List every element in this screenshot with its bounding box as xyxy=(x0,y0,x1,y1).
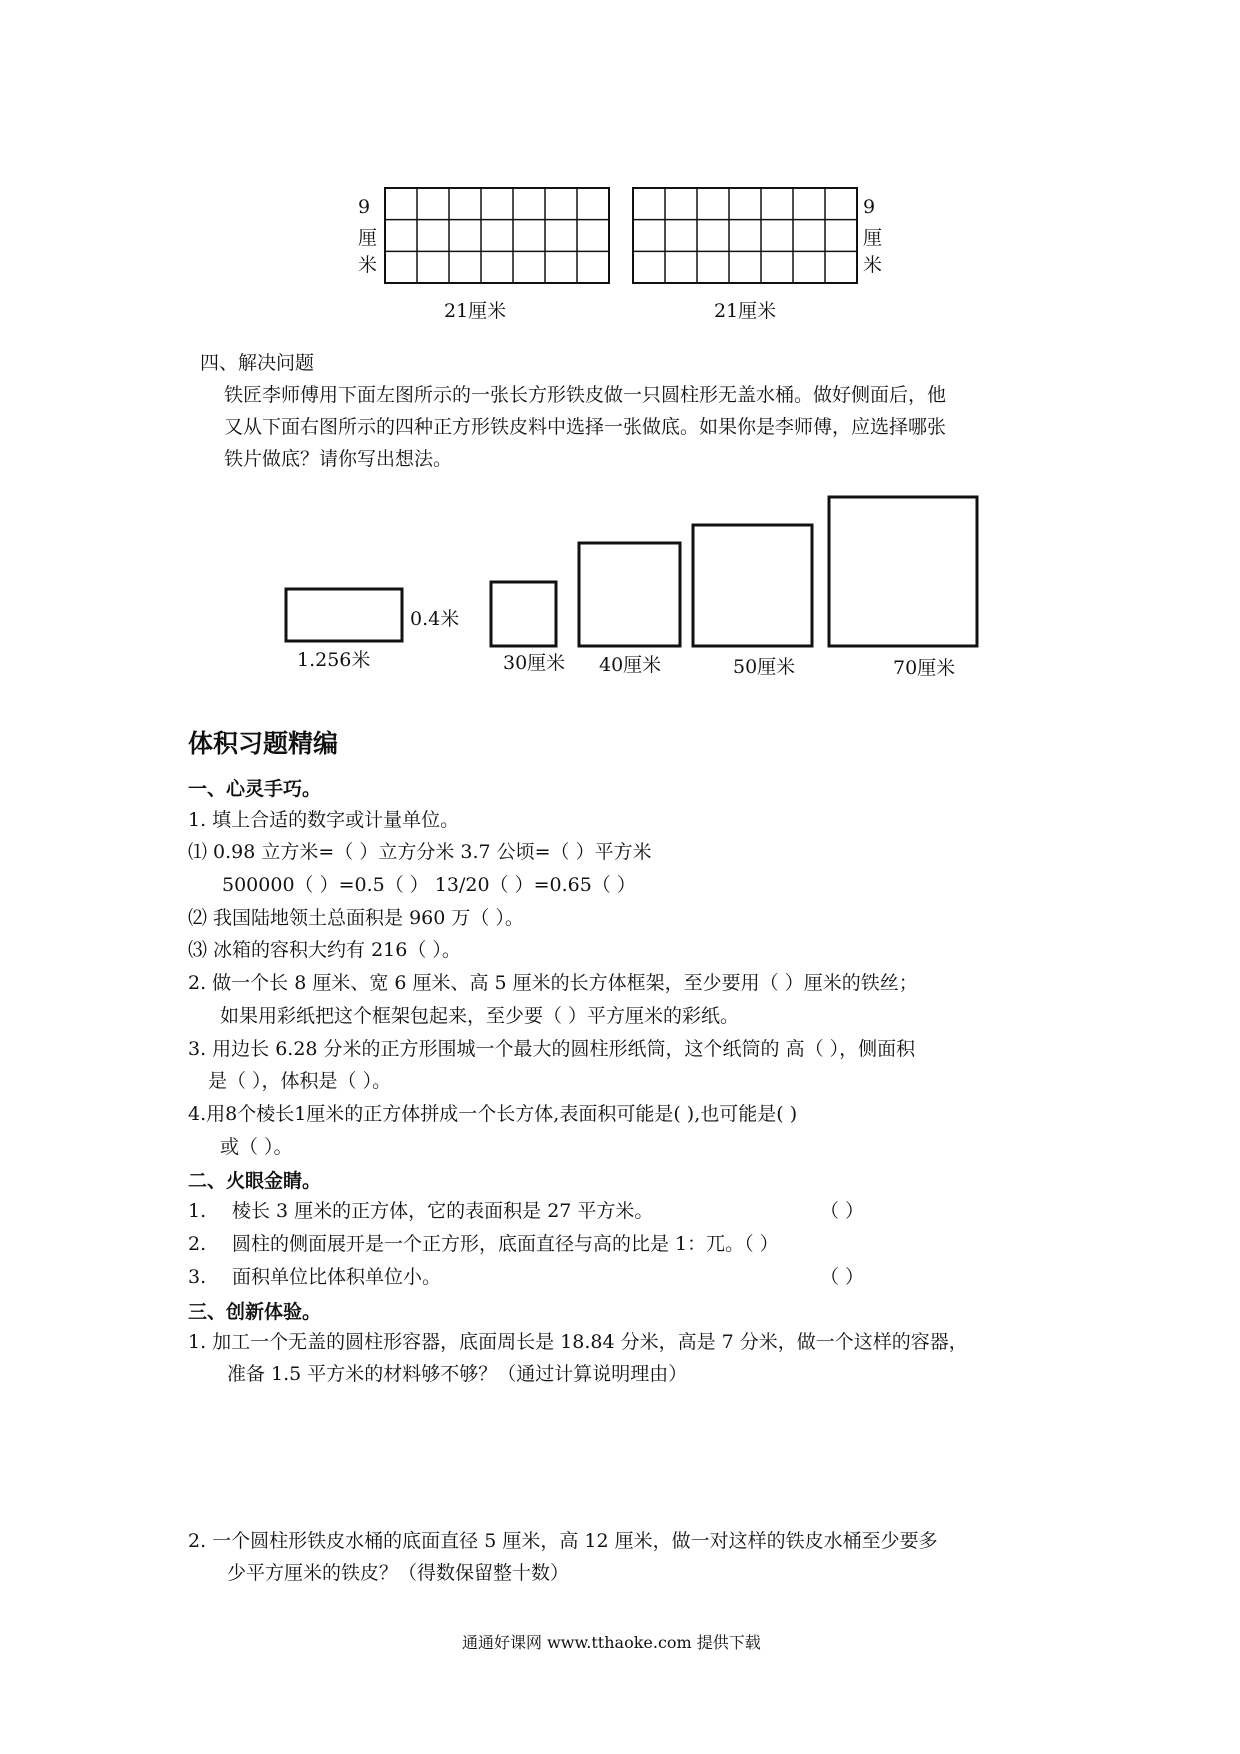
left-height-char-1: 9 xyxy=(358,196,371,218)
part3-q1b: 准备 1.5 平方米的材料够不够？（通过计算说明理由） xyxy=(227,1363,688,1385)
right-height-char-2: 厘 xyxy=(863,227,883,249)
part3-q2b: 少平方厘米的铁皮？（得数保留整十数） xyxy=(227,1562,570,1584)
square-40-label: 40厘米 xyxy=(599,654,662,676)
part1-q1-1a: ⑴ 0.98 立方米=（ ）立方分米 3.7 公顷=（ ）平方米 xyxy=(188,841,652,863)
part1-q1: 1. 填上合适的数字或计量单位。 xyxy=(188,809,460,831)
part1-heading: 一、心灵手巧。 xyxy=(188,778,322,800)
part1-q4a: 4.用8个棱长1厘米的正方体拼成一个长方体,表面积可能是( ),也可能是( ) xyxy=(188,1103,798,1125)
square-70 xyxy=(829,497,977,646)
part1-q4b: 或（ ）。 xyxy=(220,1136,293,1158)
grid-border xyxy=(633,188,857,283)
right-height-char-3: 米 xyxy=(863,254,883,276)
left-grid xyxy=(385,188,609,283)
page-title: 体积习题精编 xyxy=(188,729,339,758)
part2-item-3-paren: （ ） xyxy=(820,1266,865,1288)
section4-line-2: 又从下面右图所示的四种正方形铁皮料中选择一张做底。如果你是李师傅，应选择哪张 xyxy=(224,416,947,438)
part2-item-1-paren: （ ） xyxy=(820,1200,865,1222)
part1-q2a: 2. 做一个长 8 厘米、宽 6 厘米、高 5 厘米的长方体框架，至少要用（ ）厘米的铁丝； xyxy=(188,972,918,994)
part2-item-1-text: 棱长 3 厘米的正方体，它的表面积是 27 平方米。 xyxy=(232,1200,654,1222)
left-width-label: 21厘米 xyxy=(444,300,507,322)
section4-line-3: 铁片做底？请你写出想法。 xyxy=(224,448,453,470)
rect-height-label: 0.4米 xyxy=(410,608,460,630)
right-height-char-1: 9 xyxy=(863,196,876,218)
left-height-char-2: 厘 xyxy=(358,227,378,249)
sheet-rectangle xyxy=(286,589,402,641)
part2-item-1-num: 1. xyxy=(188,1200,207,1222)
part3-q2a: 2. 一个圆柱形铁皮水桶的底面直径 5 厘米，高 12 厘米，做一对这样的铁皮水桶至少要多 xyxy=(188,1530,938,1552)
square-30 xyxy=(491,582,556,646)
left-height-char-3: 米 xyxy=(358,254,378,276)
part1-q1-3: ⑶ 冰箱的容积大约有 216（ ）。 xyxy=(188,939,461,961)
part1-q3a: 3. 用边长 6.28 分米的正方形围城一个最大的圆柱形纸筒，这个纸筒的 高（ ），侧面积 xyxy=(188,1038,916,1060)
grid-border xyxy=(385,188,609,283)
square-70-label: 70厘米 xyxy=(893,657,956,679)
part2-item-2-text: 圆柱的侧面展开是一个正方形，底面直径与高的比是 1：兀。（ ） xyxy=(232,1233,779,1255)
part2-item-2-num: 2. xyxy=(188,1233,207,1255)
right-width-label: 21厘米 xyxy=(714,300,777,322)
right-grid xyxy=(633,188,857,283)
part2-item-3-text: 面积单位比体积单位小。 xyxy=(232,1266,442,1288)
part2-item-3-num: 3. xyxy=(188,1266,207,1288)
section4-line-1: 铁匠李师傅用下面左图所示的一张长方形铁皮做一只圆柱形无盖水桶。做好侧面后，他 xyxy=(224,384,947,406)
square-30-label: 30厘米 xyxy=(503,652,566,674)
part1-q1-1b: 500000（ ）=0.5（ ） 13/20（ ）=0.65（ ） xyxy=(222,874,636,896)
square-50 xyxy=(693,525,812,646)
page-footer: 通通好课网 www.tthaoke.com 提供下载 xyxy=(462,1633,761,1652)
rect-width-label: 1.256米 xyxy=(297,649,371,671)
part1-q1-2: ⑵ 我国陆地领土总面积是 960 万（ ）。 xyxy=(188,907,524,929)
part3-heading: 三、创新体验。 xyxy=(188,1301,322,1323)
part1-q2b: 如果用彩纸把这个框架包起来，至少要（ ）平方厘米的彩纸。 xyxy=(220,1005,740,1027)
part3-q1a: 1. 加工一个无盖的圆柱形容器，底面周长是 18.84 分米，高是 7 分米，做一个这样的容器， xyxy=(188,1331,968,1353)
section4-heading: 四、解决问题 xyxy=(200,352,315,374)
square-50-label: 50厘米 xyxy=(733,656,796,678)
square-40 xyxy=(579,543,680,646)
part1-q3b: 是（ ），体积是（ ）。 xyxy=(208,1070,392,1092)
part2-heading: 二、火眼金睛。 xyxy=(188,1170,322,1192)
